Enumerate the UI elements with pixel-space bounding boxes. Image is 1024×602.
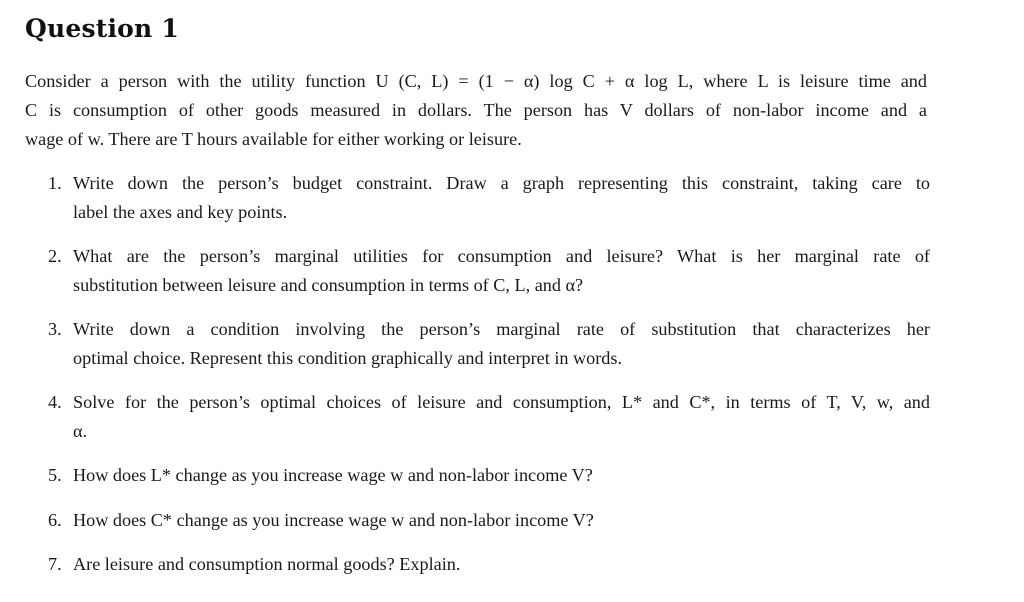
question-line: label the axes and key points. [73, 202, 288, 222]
question-line: α. [73, 421, 88, 441]
question-number: 1. [48, 173, 62, 193]
question-number: 5. [48, 465, 62, 485]
question-text [73, 388, 930, 446]
question-number: 7. [48, 554, 62, 574]
question-line: How does C* change as you increase wage w and non-labor income V? [73, 510, 594, 530]
question-number: 2. [48, 246, 62, 266]
question-number: 4. [48, 392, 62, 412]
question-text [73, 315, 930, 373]
intro-line: Consider a person with the utility function U (C, L) = (1 − α) log C + α log L, where L is leisure time and [25, 71, 927, 91]
question-line: How does L* change as you increase wage w and non-labor income V? [73, 465, 593, 485]
intro-line: C is consumption of other goods measured in dollars. The person has V dollars of non-labor income and a [25, 100, 927, 120]
intro-line: wage of w. There are T hours available for either working or leisure. [25, 129, 522, 149]
question-heading: Question 1 [25, 14, 179, 43]
question-text [73, 461, 930, 490]
question-line: Write down a condition involving the person’s marginal rate of substitution that characterizes her [73, 319, 930, 339]
question-line: optimal choice. Represent this condition graphically and interpret in words. [73, 348, 623, 368]
question-line: What are the person’s marginal utilities for consumption and leisure? What is her marginal rate of [73, 246, 930, 266]
question-number: 3. [48, 319, 62, 339]
question-line: Solve for the person’s optimal choices of leisure and consumption, L* and C*, in terms of T, V, w, and [73, 392, 930, 412]
question-line: Write down the person’s budget constraint. Draw a graph representing this constraint, taking care to [73, 173, 930, 193]
question-number: 6. [48, 510, 62, 530]
question-text [73, 169, 930, 227]
question-line: Are leisure and consumption normal goods? Explain. [73, 554, 461, 574]
question-line: substitution between leisure and consumption in terms of C, L, and α? [73, 275, 584, 295]
question-text [73, 242, 930, 300]
question-text [73, 506, 930, 535]
question-text [73, 550, 930, 579]
